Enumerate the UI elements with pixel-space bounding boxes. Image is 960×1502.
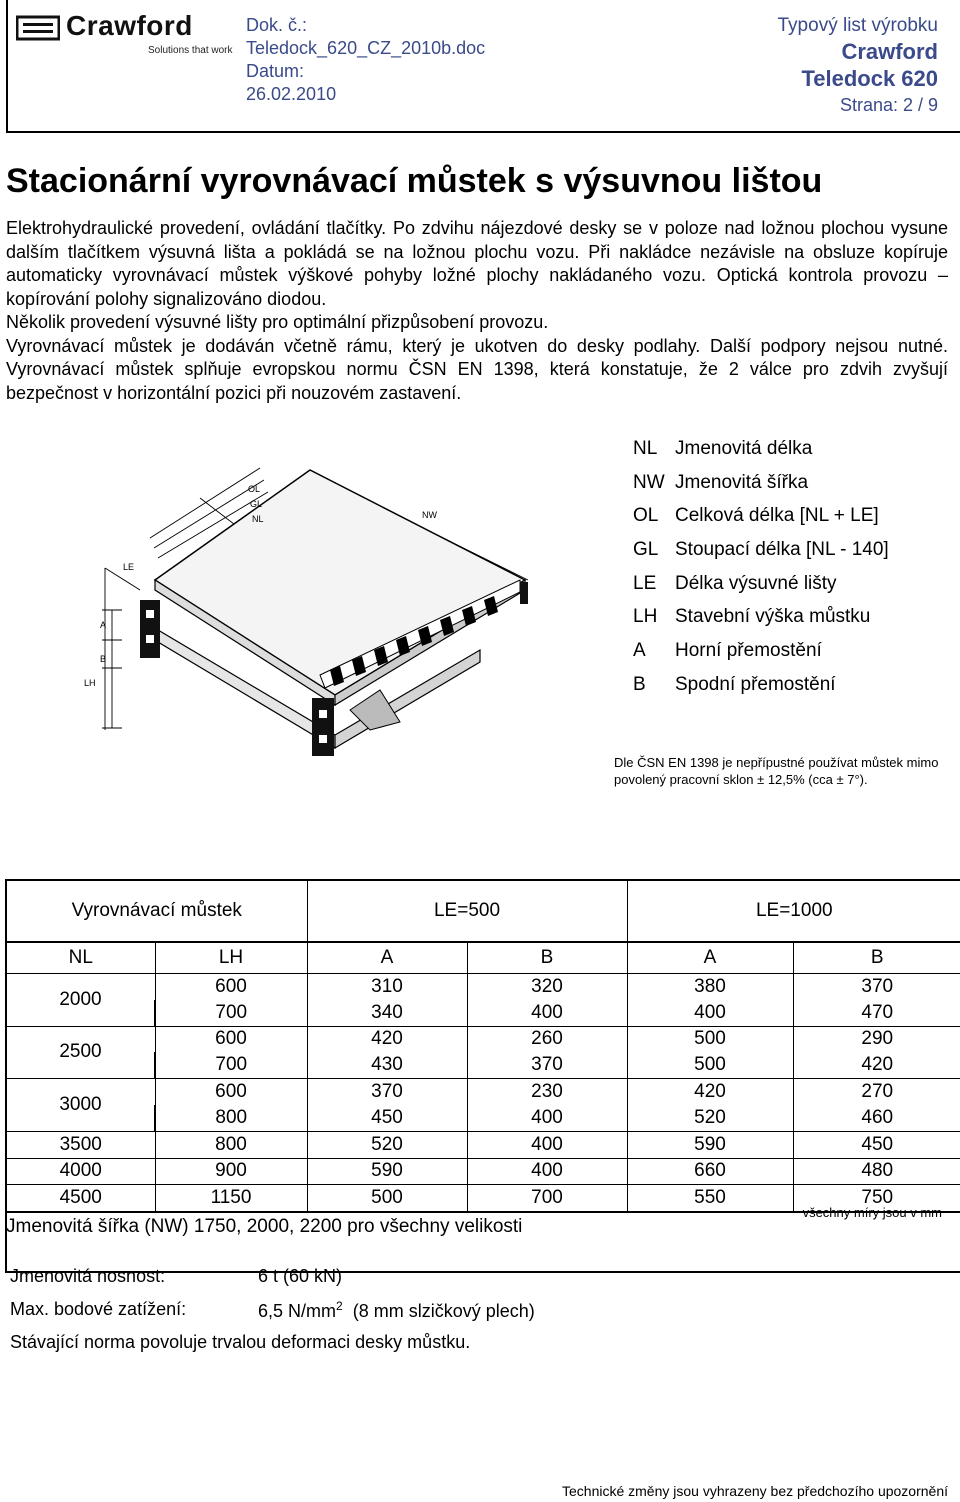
legend-desc: Jmenovitá délka	[675, 438, 813, 459]
table-cell: 480	[793, 1158, 960, 1185]
units-note: všechny míry jsou v mm	[802, 1205, 942, 1220]
table-header-row	[6, 880, 960, 942]
legend-desc: Délka výsuvné lišty	[675, 572, 837, 594]
logo-tagline: Solutions that work	[148, 45, 233, 56]
crawford-logo-mark-icon	[16, 14, 60, 42]
table-header-cell: LH	[155, 942, 307, 974]
table-cell: 600	[155, 974, 307, 1000]
table-cell: 750	[793, 1185, 960, 1212]
table-cell: 450	[793, 1131, 960, 1158]
table-cell: 400	[627, 1000, 793, 1026]
table-row	[6, 1158, 960, 1185]
legend-desc: Spodní přemostění	[675, 673, 836, 695]
table-cell: 700	[155, 1000, 307, 1026]
header-left-rule	[6, 0, 8, 132]
capacity-label: Jmenovitá nosnost:	[10, 1266, 166, 1286]
table-header-cell: LE=1000	[627, 880, 960, 942]
table-cell: 370	[307, 1079, 467, 1105]
table-cell: 450	[307, 1105, 467, 1131]
document-meta	[246, 14, 485, 106]
point-load-exponent: 2	[336, 1299, 343, 1313]
table-header-cell: Vyrovnávací můstek	[6, 880, 307, 942]
legend-abbr: A	[633, 640, 646, 662]
table-cell: 1150	[155, 1185, 307, 1212]
table-cell: 550	[627, 1185, 793, 1212]
table-cell: 900	[155, 1158, 307, 1185]
point-load-value	[258, 1299, 535, 1322]
legend-desc: Jmenovitá šířka	[675, 471, 809, 493]
dim-label-lh: LH	[84, 678, 96, 688]
dim-label-a: A	[100, 620, 107, 630]
table-cell: 430	[307, 1052, 467, 1078]
header-bottom-rule	[6, 131, 960, 133]
table-cell: 700	[155, 1052, 307, 1078]
table-cell: 420	[307, 1026, 467, 1052]
dim-label-le: LE	[123, 562, 135, 572]
table-header-cell: B	[467, 942, 627, 974]
table-cell: 590	[307, 1158, 467, 1185]
table-cell: 400	[467, 1105, 627, 1131]
dock-leveler-diagram	[80, 430, 540, 770]
table-cell: 500	[627, 1026, 793, 1052]
table-cell: 420	[793, 1052, 960, 1078]
table-row	[6, 1079, 960, 1105]
table-cell: 370	[793, 974, 960, 1000]
table-cell: 400	[467, 1158, 627, 1185]
table-cell: 520	[627, 1105, 793, 1131]
table-cell: 500	[307, 1185, 467, 1212]
point-load-label: Max. bodové zatížení:	[10, 1299, 187, 1319]
point-load-note: (8 mm slzičkový plech)	[352, 1301, 535, 1321]
dim-label-gl: GL	[250, 499, 263, 509]
doc-number-label: Dok. č.:	[246, 15, 308, 35]
table-cell: 600	[155, 1026, 307, 1052]
table-header-cell: NL	[6, 942, 155, 974]
legend-abbr: NW	[633, 471, 665, 493]
page-header	[0, 0, 960, 132]
table-subheader-row	[6, 942, 960, 974]
table-cell: 370	[467, 1052, 627, 1078]
intro-paragraph: Elektrohydraulické provedení, ovládání tlačítky. Po zdvihu nájezdové desky se v poloze nad ložnou plochou vysune dalším tlačítkem výsuvná lišta a pokládá se na ložnou plochu vozu. Při nakládce nezávisle na obsluze kopíruje automaticky vyrovnávací můstek výškové pohyby ložné plochy nakládaného vozu. Optická kontrola provozu – kopírování polohy signalizováno diodou.	[6, 218, 948, 309]
table-cell: 460	[793, 1105, 960, 1131]
table-cell: 700	[467, 1185, 627, 1212]
legend-desc: Stavební výška můstku	[675, 606, 871, 628]
table-cell: 270	[793, 1079, 960, 1105]
table-cell: 400	[467, 1000, 627, 1026]
legend-abbr: LH	[633, 606, 658, 628]
point-load-number: 6,5 N/mm	[258, 1301, 337, 1321]
intro-paragraph: Vyrovnávací můstek je dodáván včetně rámu, který je ukotven do desky podlahy. Další podpory nejsou nutné. Vyrovnávací můstek splňuje evropskou normu ČSN EN 1398, která konstatuje, že 2 válce pro zdvih zvyšují bezpečnost v horizontální pozici při nouzovém zastavení.	[6, 335, 948, 403]
table-row	[6, 974, 960, 1000]
slope-note: Dle ČSN EN 1398 je nepřípustné používat můstek mimo povolený pracovní sklon ± 12,5% (cca ± 7°).	[614, 755, 939, 787]
table-cell-nl: 2000	[6, 974, 155, 1027]
table-cell-nl: 2500	[6, 1026, 155, 1079]
table-cell: 380	[627, 974, 793, 1000]
legend-desc: Horní přemostění	[675, 640, 822, 662]
brand-name: Crawford	[841, 39, 938, 64]
dim-label-b: B	[100, 654, 107, 664]
table-cell: 230	[467, 1079, 627, 1105]
table-cell: 400	[467, 1131, 627, 1158]
table-cell: 470	[793, 1000, 960, 1026]
sheet-type: Typový list výrobku	[777, 15, 938, 36]
table-cell: 590	[627, 1131, 793, 1158]
legend-desc: Stoupací délka [NL - 140]	[675, 539, 889, 561]
table-cell-nl: 4000	[6, 1158, 155, 1185]
dim-label-ol: OL	[248, 484, 261, 494]
table-cell: 340	[307, 1000, 467, 1026]
table-header-cell: A	[627, 942, 793, 974]
table-cell: 600	[155, 1079, 307, 1105]
capacity-value: 6 t (60 kN)	[258, 1266, 343, 1286]
legend-abbr: B	[633, 673, 646, 695]
table-cell: 520	[307, 1131, 467, 1158]
doc-number: Teledock_620_CZ_2010b.doc	[246, 38, 486, 58]
table-cell: 260	[467, 1026, 627, 1052]
legend-abbr: LE	[633, 572, 657, 594]
table-cell: 420	[627, 1079, 793, 1105]
header-titleblock	[778, 14, 939, 118]
table-cell: 800	[155, 1105, 307, 1131]
nominal-width-note: Jmenovitá šířka (NW) 1750, 2000, 2200 pro všechny velikosti	[6, 1216, 523, 1237]
legend-desc: Celková délka [NL + LE]	[675, 505, 879, 527]
logo-wordmark: Crawford	[66, 10, 193, 41]
page-footer: Technické změny jsou vyhrazeny bez předchozího upozornění	[562, 1483, 948, 1499]
table-header-cell: A	[307, 942, 467, 974]
table-cell-nl: 3000	[6, 1079, 155, 1132]
legend-abbr: OL	[633, 505, 659, 527]
table-row	[6, 1131, 960, 1158]
page-number: Strana: 2 / 9	[839, 95, 938, 115]
crawford-logo	[16, 10, 236, 56]
table-cell: 800	[155, 1131, 307, 1158]
table-cell-nl: 4500	[6, 1185, 155, 1212]
legend-abbr: GL	[633, 539, 659, 561]
table-cell: 310	[307, 974, 467, 1000]
intro-text	[6, 217, 948, 405]
table-cell-nl: 3500	[6, 1131, 155, 1158]
deformation-note: Stávající norma povoluje trvalou deformaci desky můstku.	[10, 1332, 471, 1352]
legend-abbr: NL	[633, 438, 658, 459]
product-name: Teledock 620	[801, 66, 938, 91]
table-cell: 500	[627, 1052, 793, 1078]
dim-label-nw: NW	[422, 510, 437, 520]
page-title: Stacionární vyrovnávací můstek s výsuvnou lištou	[6, 162, 823, 200]
table-header-cell: B	[793, 942, 960, 974]
table-cell: 320	[467, 974, 627, 1000]
table-header-cell: LE=500	[307, 880, 627, 942]
date-value: 26.02.2010	[246, 84, 337, 104]
table-row	[6, 1026, 960, 1052]
date-label: Datum:	[246, 61, 305, 81]
table-cell: 290	[793, 1026, 960, 1052]
dim-label-nl: NL	[252, 514, 264, 524]
intro-paragraph: Několik provedení výsuvné lišty pro optimální přizpůsobení provozu.	[6, 312, 549, 332]
table-cell: 660	[627, 1158, 793, 1185]
